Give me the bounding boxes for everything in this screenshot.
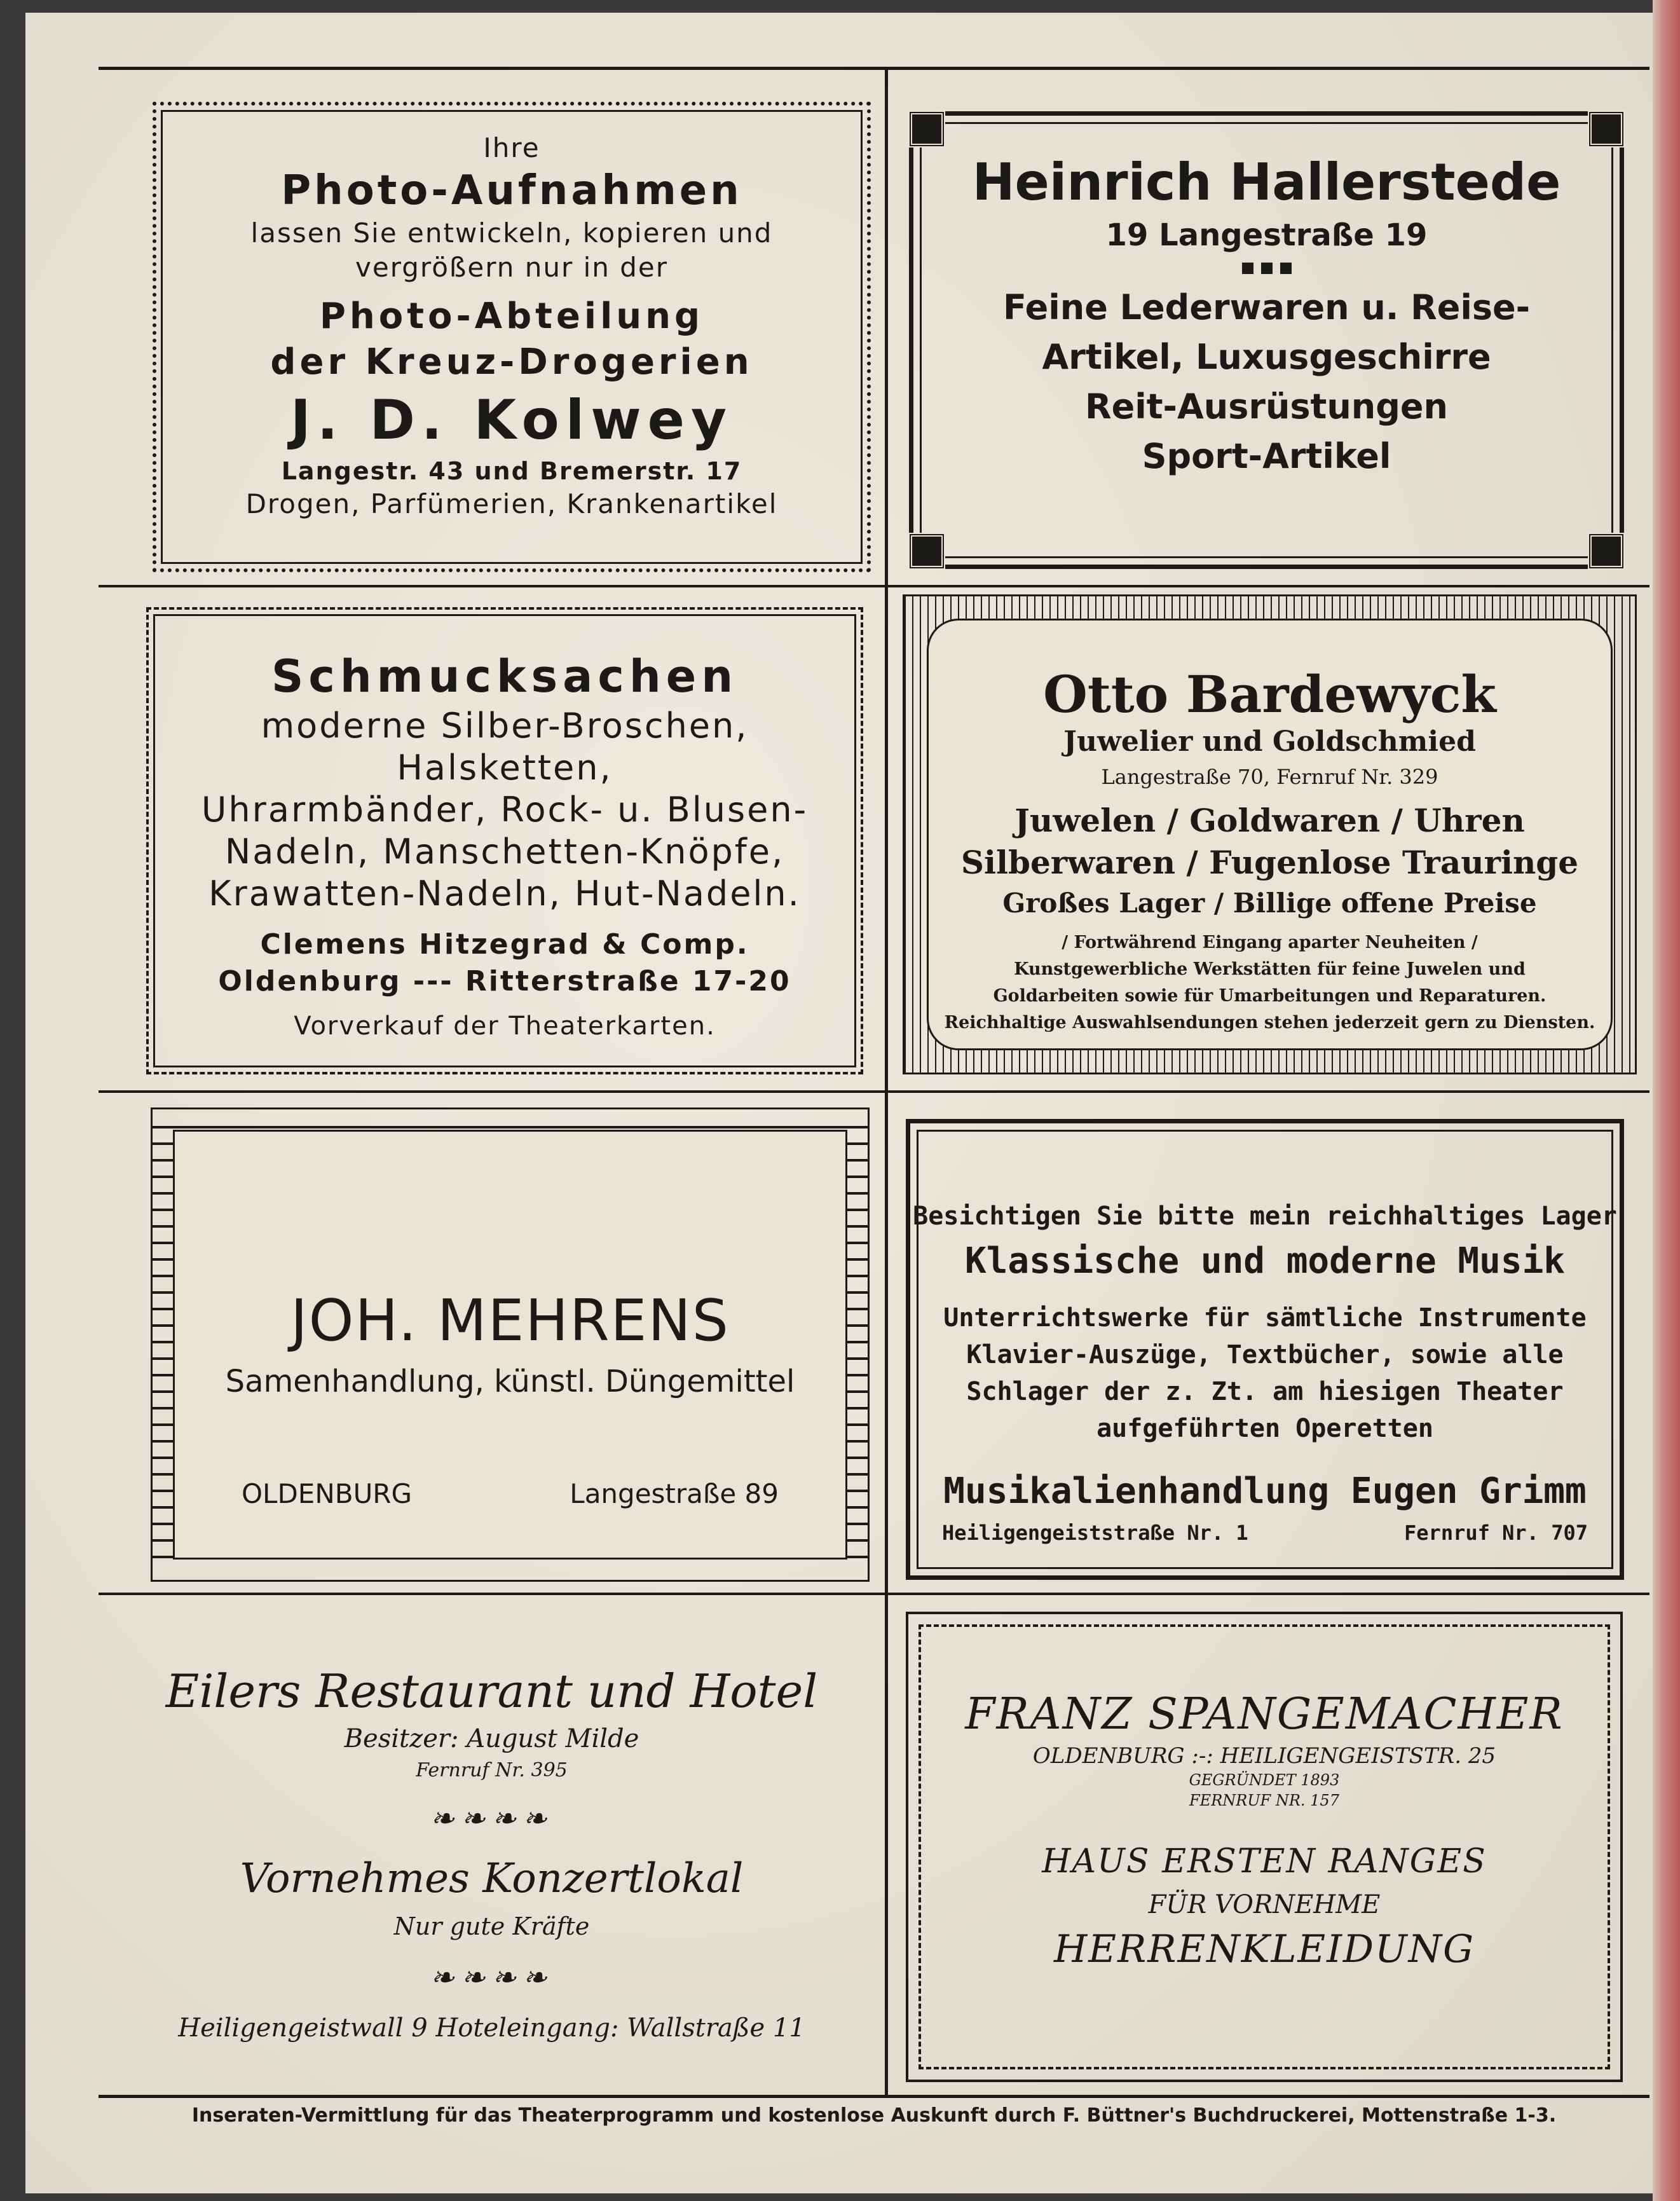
ad-text: Nadeln, Manschetten-Knöpfe, [224, 832, 785, 872]
row-divider [888, 585, 1649, 587]
ad-bardewyck [903, 594, 1637, 1074]
page-footer: Inseraten-Vermittlung für das Theaterprogramm und kostenlose Auskunft durch F. Büttner's Buchdruckerei, Mottenstraße 1-3. [191, 2104, 1557, 2127]
ad-text: Juwelen / Goldwaren / Uhren [1014, 802, 1525, 839]
ad-text: aufgeführten Operetten [1096, 1414, 1433, 1443]
ad-address: Langestraße 70, Fernruf Nr. 329 [1101, 765, 1438, 789]
ad-phone: FERNRUF NR. 157 [1189, 1792, 1339, 1809]
ad-headline: HERRENKLEIDUNG [1053, 1927, 1475, 1971]
ad-text: Großes Lager / Billige offene Preise [1002, 888, 1537, 919]
ad-company-name: Eilers Restaurant und Hotel [165, 1664, 818, 1718]
ad-footer [910, 1517, 1620, 1549]
corner-ornament [1588, 111, 1625, 147]
ad-company-name: Clemens Hitzegrad & Comp. [260, 928, 749, 961]
ad-text: Halsketten, [397, 748, 613, 788]
ad-text: Feine Lederwaren u. Reise- [1002, 287, 1531, 327]
ad-kolwey [153, 102, 871, 572]
ad-text: Goldarbeiten sowie für Umarbeitungen und Reparaturen. [993, 986, 1547, 1006]
ad-inner-panel [927, 619, 1613, 1050]
ad-headline: der Kreuz-Drogerien [270, 341, 753, 383]
ad-mehrens [153, 1109, 868, 1580]
ad-text: Artikel, Luxusgeschirre [1042, 337, 1491, 377]
ad-text: Drogen, Parfümerien, Krankenartikel [245, 488, 778, 519]
column-divider [885, 70, 888, 2095]
dashed-frame [919, 1624, 1610, 2069]
ad-grid [99, 67, 1649, 2098]
ad-eilers [99, 1596, 885, 2095]
ad-city: OLDENBURG [242, 1478, 413, 1509]
ad-text: Reit-Ausrüstungen [1085, 387, 1448, 427]
ad-address: 19 Langestraße 19 [1105, 217, 1428, 253]
ad-headline: Photo-Abteilung [319, 296, 704, 337]
ad-company-name: JOH. MEHRENS [290, 1287, 730, 1354]
ad-phone: Fernruf Nr. 395 [416, 1759, 568, 1781]
ad-text: Uhrarmbänder, Rock- u. Blusen- [201, 790, 809, 830]
ad-company-name: Otto Bardewyck [1043, 664, 1496, 724]
ad-text: vergrößern nur in der [355, 252, 668, 283]
ad-subtitle: Juwelier und Goldschmied [1063, 725, 1476, 758]
ad-text: Unterrichtswerke für sämtliche Instrumente [943, 1303, 1587, 1333]
row-divider [888, 1593, 1649, 1595]
ad-address: Heiligengeiststraße Nr. 1 [942, 1521, 1248, 1545]
ad-headline: Schmucksachen [271, 650, 739, 703]
leaf-ornament: ❧❧❧❧ [430, 1801, 554, 1835]
ad-text: Silberwaren / Fugenlose Trauringe [960, 844, 1579, 881]
ad-spangemacher [906, 1612, 1623, 2082]
ad-headline: Photo-Aufnahmen [281, 167, 742, 214]
ad-phone: Fernruf Nr. 707 [1404, 1521, 1588, 1545]
ad-company-name: FRANZ SPANGEMACHER [965, 1689, 1564, 1739]
ad-text: lassen Sie entwickeln, kopieren und [250, 217, 773, 249]
ad-text: moderne Silber-Broschen, [261, 706, 749, 746]
ad-text: Krawatten-Nadeln, Hut-Nadeln. [208, 874, 801, 914]
corner-ornament [1588, 533, 1625, 570]
ad-text: Besitzer: August Milde [344, 1724, 639, 1753]
ad-address: Langestr. 43 und Bremerstr. 17 [281, 457, 742, 485]
ad-text: FÜR VORNEHME [1148, 1890, 1381, 1919]
ad-text: Besichtigen Sie bitte mein reichhaltiges Lager [913, 1202, 1617, 1231]
row-divider [888, 1090, 1649, 1093]
ad-address: Oldenburg --- Ritterstraße 17-20 [218, 965, 791, 998]
ad-text: / Fortwährend Eingang aparter Neuheiten / [1062, 933, 1478, 952]
page [25, 13, 1653, 2193]
ad-company-name: J. D. Kolwey [290, 388, 734, 452]
row-divider [99, 1593, 885, 1595]
ad-company-name: Heinrich Hallerstede [972, 153, 1561, 212]
ad-hallerstede [909, 111, 1624, 569]
ad-text: GEGRÜNDET 1893 [1189, 1771, 1340, 1789]
ad-hitzegrad [146, 607, 863, 1074]
ad-address: OLDENBURG :-: HEILIGENGEISTSTR. 25 [1032, 1743, 1496, 1769]
ad-company-name: Musikalienhandlung Eugen Grimm [943, 1471, 1587, 1512]
ad-text: Ihre [483, 132, 540, 163]
ad-address: Langestraße 89 [570, 1478, 779, 1509]
ad-headline: Klassische und moderne Musik [964, 1240, 1565, 1282]
ad-text: Nur gute Kräfte [393, 1912, 590, 1940]
square-ornament [913, 256, 1620, 283]
ad-text: Sport-Artikel [1142, 436, 1391, 476]
corner-ornament [908, 111, 945, 147]
corner-ornament [908, 533, 945, 570]
ad-address: Heiligengeistwall 9 Hoteleingang: Wallstraße 11 [178, 2013, 805, 2043]
ad-text: Reichhaltige Auswahlsendungen stehen jederzeit gern zu Diensten. [944, 1013, 1595, 1032]
ad-text: Klavier-Auszüge, Textbücher, sowie alle [966, 1340, 1564, 1369]
ad-inner-panel [173, 1130, 847, 1560]
ad-text: Samenhandlung, künstl. Düngemittel [225, 1364, 795, 1399]
page-edge [1653, 0, 1680, 2201]
ad-headline: HAUS ERSTEN RANGES [1042, 1842, 1487, 1881]
row-divider [99, 1090, 885, 1093]
ad-headline: Vornehmes Konzertlokal [240, 1855, 744, 1902]
ad-text: Vorverkauf der Theaterkarten. [294, 1011, 716, 1041]
row-divider [99, 585, 885, 587]
ad-text: Kunstgewerbliche Werkstätten für feine Juwelen und [1014, 959, 1526, 979]
ad-text: Schlager der z. Zt. am hiesigen Theater [966, 1377, 1564, 1406]
ad-grimm [906, 1119, 1624, 1580]
leaf-ornament: ❧❧❧❧ [430, 1960, 554, 1994]
